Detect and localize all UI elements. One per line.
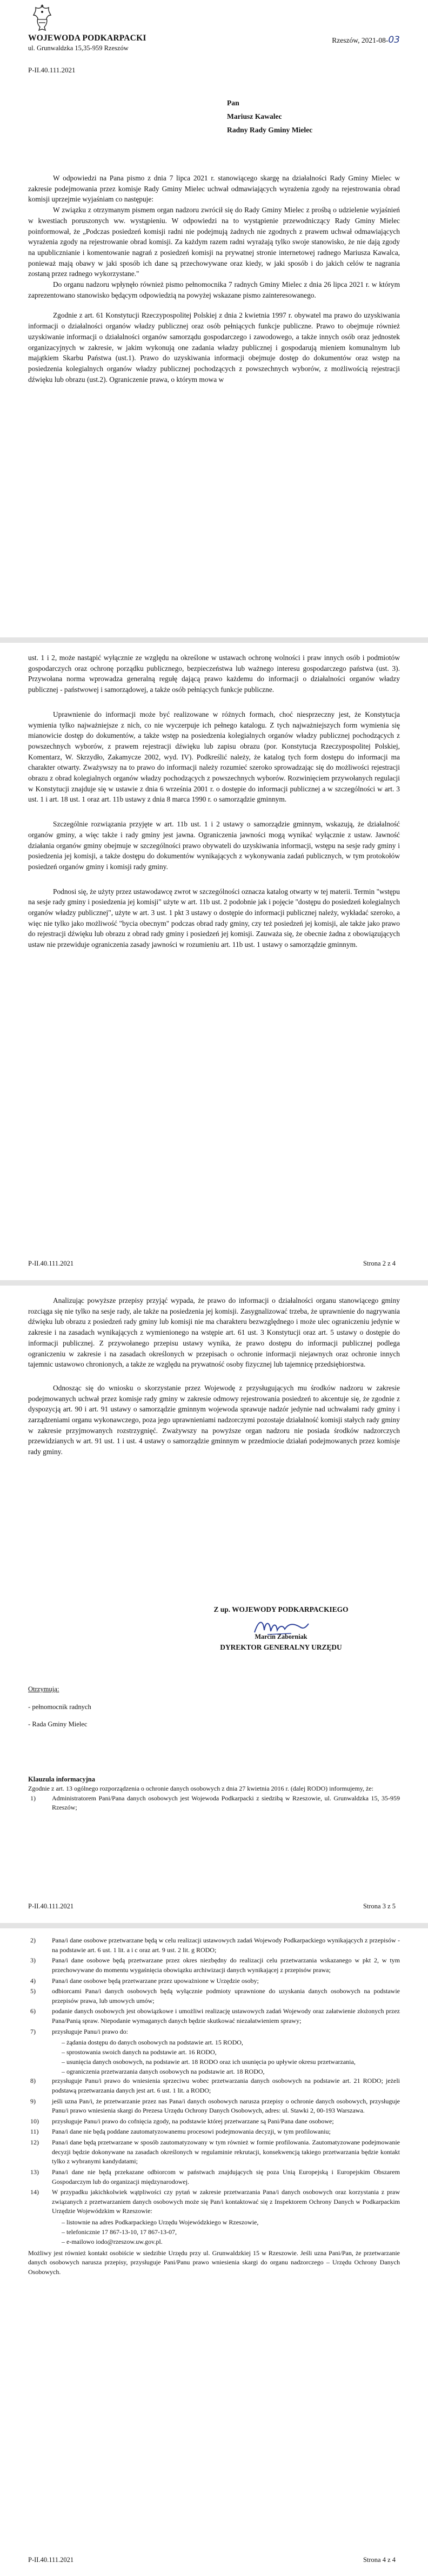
rodo-item [28, 2097, 400, 2116]
bullet-item: – ograniczenia przetwarzania danych osobowych na podstawie art. 18 RODO, [62, 2068, 265, 2076]
rodo-item [28, 2138, 400, 2167]
item-number: 4) [30, 1976, 36, 1985]
organization-name: WOJEWODA PODKARPACKI [28, 33, 146, 43]
letter-date [332, 33, 400, 47]
rodo-item [28, 1987, 400, 2006]
recipient-title: Radny Rady Gminy Mielec [227, 126, 313, 134]
rodo-item [28, 1936, 400, 1955]
rodo-item [28, 1976, 400, 1986]
organization-address: ul. Grunwaldzka 15,35-959 Rzeszów [28, 44, 129, 52]
rodo-item [28, 2076, 400, 2095]
rodo-item: 1) Administratorem Pani/Pana danych osobowych jest Wojewoda Podkarpacki z siedzibą w Rzeszowie, ul. Grunwaldzka 15, 35-959 Rzeszów; [30, 1794, 400, 1812]
handwritten-day: 03 [388, 35, 400, 45]
date-prefix: Rzeszów, 2021-08- [332, 36, 389, 44]
stamp-signatory-title: DYREKTOR GENERALNY URZĘDU [220, 1643, 342, 1651]
item-text: Pana/i dane będą przetwarzane w sposób zautomatyzowany w tym również w formie profilowania. Zautomatyzowane podejmowanie decyzji będzie dokonywane na zasadach określonych w regulaminie rekrutacji, konsekwencją takiego przetwarzania będzie kontakt tylko z wybranymi kandydatami; [52, 2138, 400, 2165]
rodo-list [28, 2076, 400, 2216]
paragraph: ust. 1 i 2, może nastąpić wyłącznie ze względu na określone w ustawach ochronę wolności i praw innych osób i podmiotów gospodarczych oraz ochronę porządku publicznego, bezpieczeństwa lub ważnego interesu gospodarczego państwa (ust. 3). Przywołana norma wprowadza generalną regułę dającą prawo każdemu do informacji o działalności organów władzy publicznej - państwowej i samorządowej, a także osób pełniących funkcje publiczne. [28, 654, 400, 694]
item-number: 12) [30, 2138, 39, 2146]
item-number: 3) [30, 1956, 36, 1965]
bullet-item: – e-mailowo iodo@rzeszow.uw.gov.pl. [62, 2238, 163, 2245]
item-text: Pana/i dane osobowe przetwarzane będą w celu realizacji ustawowych zadań Wojewody Podkarpackiego wynikających z przepisów - na podstawie art. 6 ust. 1 lit. a i c oraz art. 9 ust. 2 lit. g RODO; [52, 1936, 400, 1954]
rodo-item [28, 2127, 400, 2137]
recipient-item: - Rada Gminy Mielec [28, 1720, 88, 1728]
paragraph: Podnosi się, że użyty przez ustawodawcę zwrot w szczególności oznacza katalog otwarty w tej materii. Termin "wstępu na sesje rady gminy i posiedzenia jej komisji" użyte w art. 11b ust. 2 podobnie jak i pojęcie "dostępu do posiedzeń kolegialnych organów władzy publicznej", użyte w art. 3 ust. 1 pkt 3 ustawy o dostępie do informacji publicznej należy, wykładać szeroko, a więc nie tylko jako możliwość "bycia obecnym" podczas obrad rady gminy, czy też posiedzeń jej komisji, ale także jako prawo do rejestracji dźwięku lub obrazu z obrad rady gminy i posiedzeń jej komisji. Zauważa się, że obecnie żadna z obowiązujących ustaw nie przewiduje ograniczenia zasady jawności w rozumieniu art. 11b ust. 1 ustawy o samorządzie gminnym. [28, 887, 400, 949]
recipient-name: Mariusz Kawalec [227, 112, 282, 121]
item-text: Pana/i dane osobowe będą przetwarzane przez okres niezbędny do realizacji celu przetwarzania wskazanego w pkt 2, w tym przechowywane do momentu wygaśnięcia obowiązku archiwizacji danych wynikającej z przepisów prawa; [52, 1956, 400, 1974]
item-number: 10) [30, 2117, 39, 2125]
letter-body-page-2 [28, 653, 400, 964]
bullet-item: – sprostowania swoich danych na podstawie art. 16 RODO, [62, 2048, 217, 2056]
item-text: przysługuje Panu/i prawo do: [52, 2027, 128, 2035]
item-number: 8) [30, 2077, 36, 2085]
signature-stamp [162, 1604, 400, 1652]
item-number: 2) [30, 1936, 36, 1944]
rodo-intro: Zgodnie z art. 13 ogólnego rozporządzenia o ochronie danych osobowych z dnia 27 kwietnia 2016 r. (dalej RODO) informujemy, że: [28, 1785, 374, 1793]
item-text: W przypadku jakichkolwiek wątpliwości czy pytań w zakresie przetwarzania Pana/i danych osobowych oraz korzystania z praw związanych z przetwarzaniem danych osobowych może się Pan/i kontaktować się z Inspektorem Ochrony Danych w Podkarpackim Urzędzie Wojewódzkim w Rzeszowie: [52, 2188, 400, 2215]
paragraph: W związku z otrzymanym pismem organ nadzoru zwrócił się do Rady Gminy Mielec z prośbą o udzielenie wyjaśnień w kwestiach poruszonych ww. wystąpieniu. W odpowiedzi na to wystąpienie przewodniczący Rady Gminy Mielec poinformował, że „Podczas posiedzeń komisji radni nie podejmują żadnych nie zgodnych z prawem uchwał odmawiających wyrażenia zgody na rejestrowanie obrad komisji. Za każdym razem radni wyrażają tylko swoje stanowisko, że nie dają zgody na upublicznianie i komentowanie nagrań z posiedzeń komisji na prywatnej stronie internetowej radnego Mariusza Kawalca, ponieważ mają obawy w jaki sposób ich dane są przechowywane oraz kiedy, w jaki sposób i do jakich celów te nagrania zostaną przez radnego wykorzystane." [28, 206, 400, 278]
item-number: 14) [30, 2188, 39, 2196]
rodo-list [28, 1936, 400, 2036]
rodo-title: Klauzula informacyjna [28, 1775, 95, 1783]
paragraph: Do organu nadzoru wpłynęło również pismo pełnomocnika 7 radnych Gminy Mielec z dnia 26 lipca 2021 r. w którym zaprezentowano stanowisko będącym odpowiedzią na powyżej wskazane pismo zainteresowanego. [28, 280, 400, 299]
paragraph: Zgodnie z art. 61 Konstytucji Rzeczypospolitej Polskiej z dnia 2 kwietnia 1997 r. obywatel ma prawo do uzyskiwania informacji o działalności organów władzy publicznej oraz osób pełniących funkcje publiczne. Prawo to obejmuje również uzyskiwanie informacji o działalności organów samorządu gospodarczego i zawodowego, a także innych osób oraz jednostek organizacyjnych w zakresie, w jakim wykonują one zadania władzy publicznej i gospodarują mieniem komunalnym lub majątkiem Skarbu Państwa (ust.1). Prawo do uzyskiwania informacji obejmuje dostęp do dokumentów oraz wstęp na posiedzenia kolegialnych organów władzy publicznej pochodzących z powszechnych wyborów, z możliwością rejestracji dźwięku lub obrazu (ust.2). Ograniczenie prawa, o którym mowa w [28, 311, 400, 384]
footer-page-number: Strona 4 z 4 [363, 2556, 396, 2564]
rodo-continued [28, 1936, 400, 2277]
item-text: odbiorcami Pana/i danych osobowych będą wyłącznie podmioty uprawnione do uzyskania danych osobowych na podstawie przepisów prawa, lub umowych umów; [52, 1987, 400, 2005]
rodo-rights-list [28, 2037, 400, 2076]
footer-reference: P-II.40.111.2021 [28, 1902, 74, 1910]
letter-page-1 [0, 0, 428, 637]
item-text: przysługuje Panu/i prawo do cofnięcia zgody, na podstawie której przetwarzane są Pani/Pana dane osobowe; [52, 2117, 334, 2125]
item-text: Pana/i dane osobowe będą przetwarzane przez upoważnione w Urzędzie osoby; [52, 1976, 259, 1985]
footer-page-number: Strona 3 z 5 [363, 1902, 396, 1910]
rodo-item [28, 2117, 400, 2127]
letter-page-2 [0, 643, 428, 1280]
paragraph: Odnosząc się do wniosku o skorzystanie przez Wojewodę z przysługujących mu środków nadzoru w zakresie podejmowanych uchwał przez komisje rady gminy w zakresie odmowy rejestrowania posiedzeń to akcentuje się, że zgodnie z dyspozycją art. 90 i art. 91 ustawy o samorządzie gminnym wojewoda sprawuje nadzór jedynie nad uchwałami rady gminy i zarządzeniami organu wykonawczego, poza jego uprawnieniami nadzorczymi pozostaje działalność komisji stałych rady gminy w zakresie przyjmowanych rozstrzygnięć. Zważywszy na powyższe organ nadzoru nie posiada środków nadzorczych przewidzianych w art. 91 ust. 1 i ust. 4 ustawy o samorządzie gminnym w przedmiocie działań podejmowanych przez komisje rady gminy. [28, 1383, 400, 1456]
rodo-clause [28, 1774, 400, 1814]
bullet-item: – żądania dostępu do danych osobowych na podstawie art. 15 RODO, [62, 2039, 243, 2047]
bullet-item: – usunięcia danych osobowych, na podstawie art. 18 RODO oraz ich usunięcia po upływie okresu przetwarzania, [62, 2058, 356, 2066]
letter-body-page-3 [28, 1295, 400, 1470]
item-number: 13) [30, 2168, 39, 2176]
contact-list [28, 2217, 400, 2247]
letter-page-4 [0, 1928, 428, 2576]
stamp-signatory-name: Marcin Zaborniak [255, 1632, 307, 1640]
footer-reference: P-II.40.111.2021 [28, 1260, 74, 1267]
letter-body-page-1 [28, 173, 400, 385]
paragraph: Uprawnienie do informacji może być realizowane w różnych formach, choć niesprzeczny jest, że Konstytucja wymienia tylko najważniejsze z nich, co nie wyczerpuje ich pełnego katalogu. Z tych najważniejszych form wymienia się mianowicie dostęp do dokumentów, a także wstęp na posiedzenia kolegialnych organów władzy publicznej pochodzących z powszechnych wyborów, z prawem rejestracji dźwięku lub zapisu obrazu (por. Konstytucja Rzeczypospolitej Polskiej, Komentarz, W. Skrzydło, Zakamycze 2002, wyd. IV). Podkreślić należy, że katalog tych form dostępu do informacji ma charakter otwarty. Zważywszy na to prawo do informacji należy rozumieć szeroko sprowadzając się do możliwości rejestracji obrazu z obrad kolegialnych organów władzy pochodzących z powszechnych wyborów. Rozwinięciem przywołanych regulacji w Konstytucji znajduje się w ustawie z dnia 6 września 2001 r. o dostępie do informacji publicznej a w szczególności w art. 3 ust. 1 i art. 18 ust. 1 oraz art. 11b ustawy z dnia 8 marca 1990 r. o samorządzie gminnym. [28, 710, 400, 804]
recipients-label: Otrzymują: [28, 1685, 59, 1693]
rodo-item [28, 2027, 400, 2037]
paragraph: Analizując powyższe przepisy przyjąć wypada, że prawo do informacji o działalności organu stanowiącego gminy rozciąga się nie tylko na sesje rady, ale także na posiedzenia jej komisji. Zasygnalizować trzeba, że uprawnienie do nagrywania dźwięku lub obrazu z posiedzeń rady gminy lub komisji nie ma charakteru bezwzględnego i może ulec ograniczeniu jedynie w zakresie i na zasadach wynikających z wymienionego na wstępie art. 61 ust. 3 Konstytucji oraz art. 5 ustawy o dostępie do informacji publicznej. Z przywołanego przepisu ustawy wynika, że prawo dostępu do informacji publicznej podlega ograniczeniu w zakresie i na zasadach określonych w przepisach o ochronie informacji niejawnych oraz ochronie innych tajemnic ustawowo chronionych, a także ze względu na prywatność osoby fizycznej lub tajemnicę przedsiębiorstwa. [28, 1296, 400, 1369]
paragraph: Szczególnie rozwiązania przyjęte w art. 11b ust. 1 i 2 ustawy o samorządzie gminnym, wskazują, że działalność organów gminy, a więc także i rady gminy jest jawna. Ograniczenia jawności mogą wynikać wyłącznie z ustaw. Jawność działania organów gminy obejmuje w szczególności prawo obywateli do uzyskiwania informacji, wstępu na sesje rady gminy i posiedzenia jej komisji, a także dostępu do dokumentów wynikających z wykonywania zadań publicznych, w tym protokołów posiedzeń organów gminy i komisji rady gminy. [28, 820, 400, 871]
closing-note: Możliwy jest również kontakt osobiście w siedzibie Urzędu przy ul. Grunwaldzkiej 15 w Rzeszowie. Jeśli uzna Pani/Pan, że przetwarzanie danych osobowych narusza przepisy, przysługuje Pani/Panu prawo wniesienia skargi do organu nadzorczego – Urzędu Ochrony Danych Osobowych. [28, 2249, 400, 2276]
item-text: przysługuje Panu/i prawo do wniesienia sprzeciwu wobec przetwarzania danych osobowych na podstawie art. 21 RODO; jeżeli podstawą przetwarzania danych jest art. 6 ust. 1 lit. a RODO; [52, 2077, 400, 2094]
footer-reference: P-II.40.111.2021 [28, 2556, 74, 2564]
recipient-salutation: Pan [227, 99, 239, 107]
page-separator [0, 637, 428, 643]
rodo-list [28, 1794, 400, 1813]
item-text: podanie danych osobowych jest obowiązkowe i umożliwi realizację ustawowych zadań Wojewody oraz załatwienie złożonych przez Pana/Panią spraw. Niepodanie wymaganych danych będzie skutkować niezałatwieniem sprawy; [52, 2007, 400, 2025]
recipient-block [227, 96, 312, 137]
polish-eagle-emblem-icon [31, 4, 53, 32]
footer-page-number: Strona 2 z 4 [363, 1260, 396, 1267]
item-text: Pana/i dane nie będą poddane zautomatyzowanemu procesowi podejmowania decyzji, w tym profilowaniu; [52, 2128, 331, 2136]
item-number: 9) [30, 2097, 36, 2105]
paragraph: W odpowiedzi na Pana pismo z dnia 7 lipca 2021 r. stanowiącego skargę na działalności Rady Gminy Mielec w zakresie podejmowania przez komisje Rady Gminy Mielec uchwał odmawiających wyrażenia zgody na rejestrowania obrad komisji uprzejmie wyjaśniam co następuje: [28, 174, 400, 204]
rodo-item [28, 2188, 400, 2216]
rodo-item [28, 2168, 400, 2187]
bullet-item: – telefonicznie 17 867-13-10, 17 867-13-07, [62, 2228, 177, 2236]
bullet-item: – listownie na adres Podkarpackiego Urzędu Wojewódzkiego w Rzeszowie, [62, 2218, 259, 2226]
item-number: 11) [30, 2128, 39, 2136]
stamp-line-authority: Z up. WOJEWODY PODKARPACKIEGO [213, 1605, 349, 1613]
item-number: 6) [30, 2007, 36, 2015]
page-separator [0, 1280, 428, 1286]
recipients-list [28, 1684, 91, 1730]
item-text: jeśli uzna Pan/i, że przetwarzanie przez nas Pana/i danych osobowych narusza przepisy o ochronie danych osobowych, przysługuje Panu/i prawo wniesienia skargi do Prezesa Urzędu Ochrony Danych Osobowych, adres: ul. Stawki 2, 00-193 Warszawa. [52, 2097, 400, 2115]
item-number: 7) [30, 2027, 36, 2035]
page-separator [0, 1923, 428, 1928]
letter-page-3 [0, 1286, 428, 1923]
item-text: Pana/i dane nie będą przekazane odbiorcom w państwach znajdujących się poza Unią Europejską i Europejskim Obszarem Gospodarczym lub do organizacji międzynarodowej. [52, 2168, 400, 2185]
reference-number: P-II.40.111.2021 [28, 66, 76, 74]
item-number: 5) [30, 1987, 36, 1995]
recipient-item: - pełnomocnik radnych [28, 1703, 91, 1711]
rodo-item [28, 2007, 400, 2026]
rodo-item [28, 1956, 400, 1975]
